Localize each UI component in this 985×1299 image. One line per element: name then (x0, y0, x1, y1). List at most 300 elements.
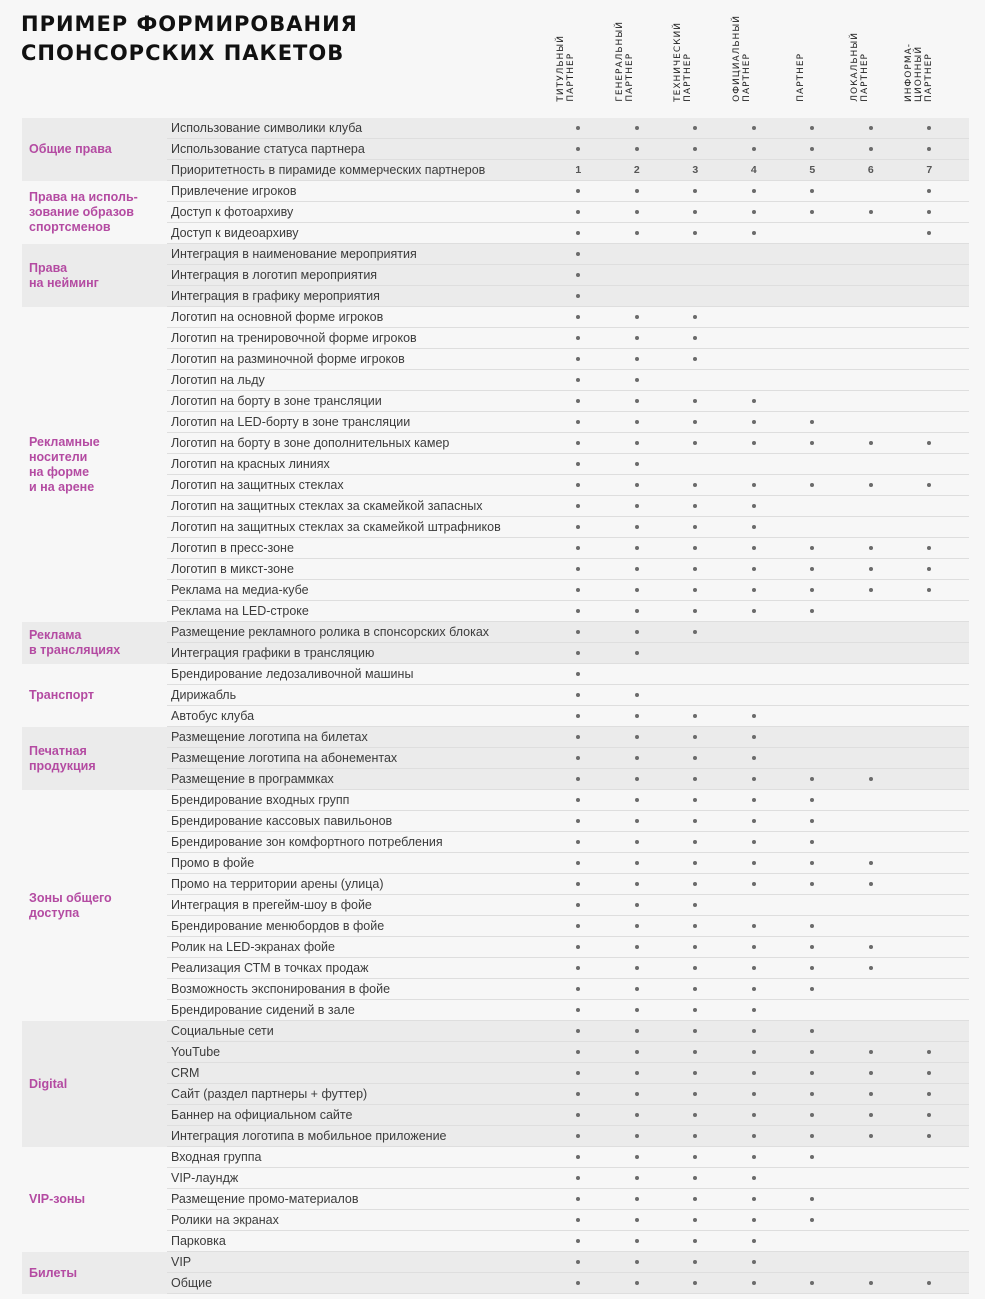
bullet-dot-icon (635, 378, 639, 382)
table-cell (725, 1193, 784, 1205)
table-cell (666, 626, 725, 638)
table-cell (842, 143, 901, 155)
table-row (167, 202, 969, 223)
table-cell (725, 206, 784, 218)
bullet-dot-icon (810, 1197, 814, 1201)
table-cell (725, 416, 784, 428)
bullet-dot-icon (576, 357, 580, 361)
row-label: Привлечение игроков (171, 184, 297, 198)
bullet-dot-icon (635, 735, 639, 739)
row-label: Логотип на защитных стеклах (171, 478, 344, 492)
bullet-dot-icon (693, 1176, 697, 1180)
group-label (22, 181, 167, 244)
bullet-dot-icon (635, 231, 639, 235)
row-label: Брендирование менюбордов в фойе (171, 919, 385, 933)
table-row (167, 1084, 969, 1105)
bullet-dot-icon (810, 882, 814, 886)
table-cell (608, 122, 667, 134)
table-cell (842, 563, 901, 575)
table-cell (608, 164, 667, 176)
table-cell (608, 710, 667, 722)
row-label: Интеграция в графику мероприятия (171, 289, 380, 303)
bullet-dot-icon (752, 231, 756, 235)
table-cell (842, 1109, 901, 1121)
group-label-text: Общие права (29, 142, 112, 156)
table-cell (725, 1088, 784, 1100)
table-cell (666, 122, 725, 134)
table-cell (608, 983, 667, 995)
table-cell (549, 563, 608, 575)
table-cell (549, 941, 608, 953)
bullet-dot-icon (576, 126, 580, 130)
row-label: Логотип на борту в зоне трансляции (171, 394, 382, 408)
bullet-dot-icon (635, 861, 639, 865)
row-label: Интеграция в наименование мероприятия (171, 247, 417, 261)
table-cell (900, 227, 959, 239)
table-cell (842, 164, 901, 176)
bullet-dot-icon (693, 315, 697, 319)
table-cell (900, 437, 959, 449)
bullet-dot-icon (693, 546, 697, 550)
table-cell (666, 1256, 725, 1268)
table-row (167, 160, 969, 181)
bullet-dot-icon (810, 588, 814, 592)
bullet-dot-icon (810, 840, 814, 844)
table-cell (783, 185, 842, 197)
table-cell (783, 1151, 842, 1163)
table-row (167, 1042, 969, 1063)
table-row (167, 328, 969, 349)
group-rows (167, 1147, 969, 1252)
bullet-dot-icon (810, 798, 814, 802)
table-cell (900, 1088, 959, 1100)
bullet-dot-icon (576, 798, 580, 802)
table-cell (549, 857, 608, 869)
table-cell (666, 521, 725, 533)
table-cell (725, 1277, 784, 1289)
table-cell (608, 1277, 667, 1289)
bullet-dot-icon (752, 1239, 756, 1243)
bullet-dot-icon (635, 420, 639, 424)
column-header (666, 4, 700, 102)
row-label: Парковка (171, 1234, 226, 1248)
column-header-label: ОФИЦИАЛЬНЫЙ ПАРТНЕР (732, 15, 752, 102)
table-row (167, 727, 969, 748)
table-cell (842, 437, 901, 449)
table-cell (549, 185, 608, 197)
bullet-dot-icon (576, 189, 580, 193)
row-label: Входная группа (171, 1150, 262, 1164)
bullet-dot-icon (810, 861, 814, 865)
table-cell (666, 1088, 725, 1100)
group-label-text: Печатная продукция (29, 743, 96, 773)
group-label (22, 1252, 167, 1294)
table-cell (783, 1088, 842, 1100)
table-cell (549, 1088, 608, 1100)
table-cell (549, 1256, 608, 1268)
table-cell (608, 962, 667, 974)
bullet-dot-icon (576, 147, 580, 151)
bullet-dot-icon (752, 126, 756, 130)
bullet-dot-icon (810, 1092, 814, 1096)
table-cell (549, 815, 608, 827)
table-row (167, 853, 969, 874)
table-row (167, 979, 969, 1000)
table-row (167, 538, 969, 559)
table-cell (725, 563, 784, 575)
table-cell (608, 1025, 667, 1037)
table-cell (725, 479, 784, 491)
column-header-label: ИНФОРМА- ЦИОННЫЙ ПАРТНЕР (904, 43, 934, 102)
table-cell (608, 836, 667, 848)
table-cell (608, 1067, 667, 1079)
bullet-dot-icon (869, 882, 873, 886)
bullet-dot-icon (635, 609, 639, 613)
bullet-dot-icon (869, 1050, 873, 1054)
table-cell (666, 920, 725, 932)
table-cell (725, 500, 784, 512)
table-cell (608, 332, 667, 344)
bullet-dot-icon (576, 336, 580, 340)
table-row (167, 349, 969, 370)
bullet-dot-icon (635, 1029, 639, 1033)
table-row (167, 1231, 969, 1252)
table-cell (666, 479, 725, 491)
row-label: Общие (171, 1276, 213, 1290)
bullet-dot-icon (810, 441, 814, 445)
table-cell (549, 395, 608, 407)
bullet-dot-icon (576, 441, 580, 445)
bullet-dot-icon (635, 1176, 639, 1180)
bullet-dot-icon (576, 231, 580, 235)
bullet-dot-icon (576, 294, 580, 298)
table-row (167, 244, 969, 265)
table-cell (549, 1046, 608, 1058)
bullet-dot-icon (810, 819, 814, 823)
table-cell (666, 1046, 725, 1058)
column-header-label: ТИТУЛЬНЫЙ ПАРТНЕР (556, 35, 576, 102)
bullet-dot-icon (927, 567, 931, 571)
table-cell (608, 1214, 667, 1226)
table-row (167, 559, 969, 580)
bullet-dot-icon (576, 378, 580, 382)
table-cell (783, 542, 842, 554)
bullet-dot-icon (576, 861, 580, 865)
bullet-dot-icon (869, 1092, 873, 1096)
table-cell (783, 1193, 842, 1205)
bullet-dot-icon (927, 1092, 931, 1096)
table-cell (549, 1193, 608, 1205)
table-cell (783, 878, 842, 890)
bullet-dot-icon (752, 945, 756, 949)
table-cell (549, 143, 608, 155)
bullet-dot-icon (927, 1281, 931, 1285)
bullet-dot-icon (635, 1113, 639, 1117)
bullet-dot-icon (576, 1092, 580, 1096)
bullet-dot-icon (752, 1071, 756, 1075)
table-cell (666, 1193, 725, 1205)
bullet-dot-icon (635, 546, 639, 550)
bullet-dot-icon (927, 588, 931, 592)
bullet-dot-icon (810, 1071, 814, 1075)
table-group (22, 1147, 969, 1252)
table-cell (549, 164, 608, 176)
table-row (167, 643, 969, 664)
table-cell (666, 710, 725, 722)
table-cell (842, 1067, 901, 1079)
table-cell (549, 1172, 608, 1184)
table-cell (900, 563, 959, 575)
bullet-dot-icon (752, 1176, 756, 1180)
row-label: Баннер на официальном сайте (171, 1108, 353, 1122)
bullet-dot-icon (869, 1281, 873, 1285)
bullet-dot-icon (869, 588, 873, 592)
table-cell (549, 122, 608, 134)
table-cell (549, 1004, 608, 1016)
bullet-dot-icon (810, 126, 814, 130)
bullet-dot-icon (576, 756, 580, 760)
table-row (167, 307, 969, 328)
bullet-dot-icon (693, 714, 697, 718)
table-cell (783, 479, 842, 491)
group-rows (167, 727, 969, 790)
bullet-dot-icon (635, 525, 639, 529)
bullet-dot-icon (693, 861, 697, 865)
bullet-dot-icon (576, 567, 580, 571)
group-rows (167, 244, 969, 307)
bullet-dot-icon (752, 609, 756, 613)
table-cell (666, 962, 725, 974)
bullet-dot-icon (635, 588, 639, 592)
row-label: Логотип на защитных стеклах за скамейкой запасных (171, 499, 483, 513)
table-cell (783, 983, 842, 995)
bullet-dot-icon (752, 1155, 756, 1159)
table-cell (608, 920, 667, 932)
bullet-dot-icon (635, 441, 639, 445)
bullet-dot-icon (635, 1197, 639, 1201)
table-cell (900, 143, 959, 155)
row-label: Возможность экспонирования в фойе (171, 982, 391, 996)
table-cell (608, 878, 667, 890)
bullet-dot-icon (810, 1155, 814, 1159)
bullet-dot-icon (693, 1134, 697, 1138)
column-header-label: ПАРТНЕР (796, 53, 806, 102)
row-label: Интеграция в логотип мероприятия (171, 268, 378, 282)
table-cell (725, 752, 784, 764)
table-row (167, 685, 969, 706)
bullet-dot-icon (869, 567, 873, 571)
bullet-dot-icon (693, 567, 697, 571)
table-cell (783, 1109, 842, 1121)
bullet-dot-icon (576, 840, 580, 844)
table-group (22, 727, 969, 790)
bullet-dot-icon (869, 1071, 873, 1075)
table-row (167, 118, 969, 139)
table-cell (608, 941, 667, 953)
table-cell (549, 920, 608, 932)
table-row (167, 370, 969, 391)
bullet-dot-icon (635, 882, 639, 886)
table-cell (842, 542, 901, 554)
table-cell (725, 1235, 784, 1247)
bullet-dot-icon (810, 567, 814, 571)
table-cell (725, 878, 784, 890)
table-cell (783, 1130, 842, 1142)
bullet-dot-icon (635, 399, 639, 403)
bullet-dot-icon (693, 1071, 697, 1075)
bullet-dot-icon (576, 1155, 580, 1159)
table-cell (725, 1004, 784, 1016)
bullet-dot-icon (752, 147, 756, 151)
bullet-dot-icon (693, 1155, 697, 1159)
table-cell (783, 143, 842, 155)
table-row (167, 391, 969, 412)
bullet-dot-icon (693, 1092, 697, 1096)
table-cell (549, 605, 608, 617)
row-label: Реклама на медиа-кубе (171, 583, 309, 597)
table-cell (608, 311, 667, 323)
bullet-dot-icon (576, 210, 580, 214)
bullet-dot-icon (576, 672, 580, 676)
row-label: Размещение в программках (171, 772, 334, 786)
group-label-text: Зоны общего доступа (29, 890, 112, 920)
bullet-dot-icon (752, 399, 756, 403)
row-label: Брендирование кассовых павильонов (171, 814, 393, 828)
table-cell (549, 773, 608, 785)
table-cell (842, 773, 901, 785)
row-label: Реализация СТМ в точках продаж (171, 961, 369, 975)
table-row (167, 895, 969, 916)
table-cell (549, 1214, 608, 1226)
table-cell (549, 416, 608, 428)
row-label: Брендирование сидений в зале (171, 1003, 355, 1017)
table-cell (842, 1046, 901, 1058)
table-cell (666, 1172, 725, 1184)
priority-number: 2 (633, 164, 640, 176)
bullet-dot-icon (752, 420, 756, 424)
bullet-dot-icon (635, 945, 639, 949)
table-cell (725, 731, 784, 743)
table-row (167, 1105, 969, 1126)
table-cell (549, 227, 608, 239)
table-cell (666, 227, 725, 239)
table-row (167, 832, 969, 853)
bullet-dot-icon (576, 777, 580, 781)
table-cell (608, 563, 667, 575)
group-label (22, 727, 167, 790)
table-cell (549, 878, 608, 890)
group-rows (167, 622, 969, 664)
bullet-dot-icon (810, 210, 814, 214)
table-cell (725, 437, 784, 449)
bullet-dot-icon (810, 987, 814, 991)
bullet-dot-icon (752, 861, 756, 865)
bullet-dot-icon (752, 504, 756, 508)
table-cell (666, 563, 725, 575)
table-cell (725, 143, 784, 155)
page-title (21, 10, 358, 68)
group-label (22, 307, 167, 622)
group-rows (167, 664, 969, 727)
table-group (22, 790, 969, 1021)
table-cell (666, 1025, 725, 1037)
bullet-dot-icon (810, 1050, 814, 1054)
table-row (167, 223, 969, 244)
bullet-dot-icon (927, 1071, 931, 1075)
table-cell (783, 773, 842, 785)
bullet-dot-icon (693, 798, 697, 802)
bullet-dot-icon (752, 1008, 756, 1012)
table-cell (549, 374, 608, 386)
row-label: Логотип на основной форме игроков (171, 310, 384, 324)
table-cell (666, 1151, 725, 1163)
bullet-dot-icon (810, 546, 814, 550)
group-rows (167, 118, 969, 181)
bullet-dot-icon (693, 189, 697, 193)
column-header-label: ГЕНЕРАЛЬНЫЙ ПАРТНЕР (615, 21, 635, 102)
table-cell (608, 521, 667, 533)
bullet-dot-icon (752, 714, 756, 718)
bullet-dot-icon (869, 1113, 873, 1117)
bullet-dot-icon (576, 273, 580, 277)
table-cell (725, 1214, 784, 1226)
bullet-dot-icon (752, 1218, 756, 1222)
group-label (22, 790, 167, 1021)
table-cell (725, 122, 784, 134)
table-cell (608, 437, 667, 449)
table-cell (549, 983, 608, 995)
bullet-dot-icon (576, 693, 580, 697)
table-group (22, 664, 969, 727)
table-row (167, 265, 969, 286)
table-cell (608, 479, 667, 491)
bullet-dot-icon (810, 924, 814, 928)
table-cell (783, 941, 842, 953)
table-cell (666, 941, 725, 953)
bullet-dot-icon (927, 546, 931, 550)
row-label: VIP-лаундж (171, 1171, 239, 1185)
bullet-dot-icon (693, 231, 697, 235)
table-cell (725, 1172, 784, 1184)
table-cell (549, 794, 608, 806)
bullet-dot-icon (927, 231, 931, 235)
table-cell (725, 395, 784, 407)
bullet-dot-icon (635, 315, 639, 319)
bullet-dot-icon (576, 1008, 580, 1012)
table-cell (608, 584, 667, 596)
table-cell (725, 773, 784, 785)
bullet-dot-icon (635, 924, 639, 928)
bullet-dot-icon (635, 777, 639, 781)
bullet-dot-icon (635, 462, 639, 466)
table-cell (783, 605, 842, 617)
bullet-dot-icon (927, 147, 931, 151)
table-row (167, 601, 969, 622)
table-cell (783, 1214, 842, 1226)
table-cell (725, 542, 784, 554)
table-cell (608, 1109, 667, 1121)
table-cell (783, 962, 842, 974)
bullet-dot-icon (576, 315, 580, 319)
table-cell (549, 731, 608, 743)
table-cell (842, 857, 901, 869)
bullet-dot-icon (810, 420, 814, 424)
table-cell (666, 1235, 725, 1247)
table-cell (725, 920, 784, 932)
bullet-dot-icon (635, 210, 639, 214)
table-cell (549, 206, 608, 218)
table-cell (608, 374, 667, 386)
